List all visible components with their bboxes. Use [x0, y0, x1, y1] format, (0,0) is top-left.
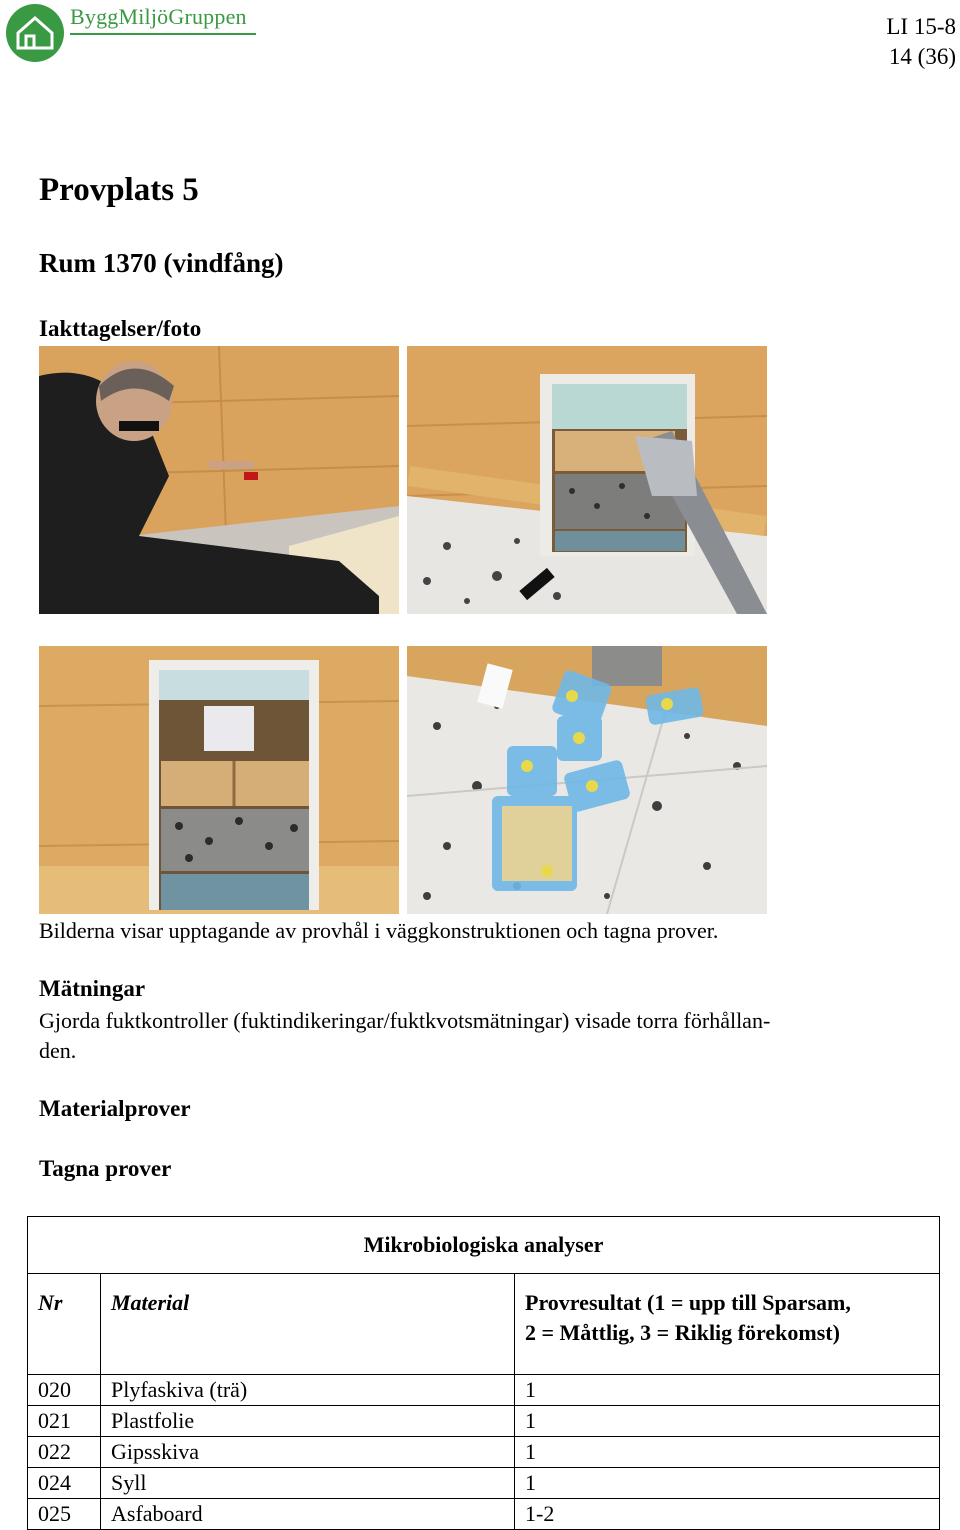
sample-result: 1 [515, 1375, 940, 1406]
column-header-material: Material [101, 1274, 515, 1375]
sample-material: Plastfolie [101, 1406, 515, 1437]
photo-drilling [39, 346, 399, 614]
result-header-line1: Provresultat (1 = upp till Sparsam, [525, 1290, 851, 1315]
sample-result: 1 [515, 1406, 940, 1437]
measurements-text-line1: Gjorda fuktkontroller (fuktindikeringar/fuktkvotsmätningar) visade torra förhållan- [39, 1008, 771, 1033]
sample-result: 1 [515, 1437, 940, 1468]
table-row [28, 1375, 940, 1406]
samples-taken-heading: Tagna prover [39, 1156, 172, 1181]
doc-id: LI 15-8 [886, 14, 956, 39]
page-number: 14 (36) [888, 44, 956, 69]
table-header-row [28, 1274, 940, 1375]
material-samples-heading: Materialprover [39, 1096, 191, 1121]
sample-material: Syll [101, 1468, 515, 1499]
page-title: Provplats 5 [39, 172, 199, 208]
result-header-line2: 2 = Måttlig, 3 = Riklig förekomst) [525, 1320, 840, 1345]
column-header-nr: Nr [28, 1274, 101, 1375]
table-title-row [28, 1217, 940, 1274]
table-row [28, 1468, 940, 1499]
logo-wordmark: ByggMiljöGruppen [70, 4, 247, 29]
house-logo-icon [4, 2, 66, 64]
table-row [28, 1406, 940, 1437]
sample-material: Gipsskiva [101, 1437, 515, 1468]
sample-nr: 021 [28, 1406, 101, 1437]
observations-heading: Iakttagelser/foto [39, 316, 202, 341]
sample-nr: 022 [28, 1437, 101, 1468]
table-row [28, 1437, 940, 1468]
sample-nr: 025 [28, 1499, 101, 1530]
sample-material: Plyfaskiva (trä) [101, 1375, 515, 1406]
sample-nr: 024 [28, 1468, 101, 1499]
sample-material: Asfaboard [101, 1499, 515, 1530]
photo-sample-hole-vacuum [407, 346, 767, 614]
table-title: Mikrobiologiska analyser [28, 1217, 940, 1274]
room-heading: Rum 1370 (vindfång) [39, 248, 284, 278]
photo-bagged-samples [407, 646, 767, 914]
column-header-result [515, 1274, 940, 1375]
document-reference [886, 12, 956, 72]
sample-result: 1 [515, 1468, 940, 1499]
sample-result: 1-2 [515, 1499, 940, 1530]
table-row [28, 1499, 940, 1530]
photo-caption: Bilderna visar upptagande av provhål i väggkonstruktionen och tagna prover. [39, 918, 719, 943]
measurements-text-line2: den. [39, 1038, 77, 1063]
logo-underline [70, 33, 256, 35]
sample-nr: 020 [28, 1375, 101, 1406]
photo-sample-hole-closeup [39, 646, 399, 914]
measurements-heading: Mätningar [39, 976, 146, 1001]
microbiology-results-table [27, 1216, 940, 1530]
